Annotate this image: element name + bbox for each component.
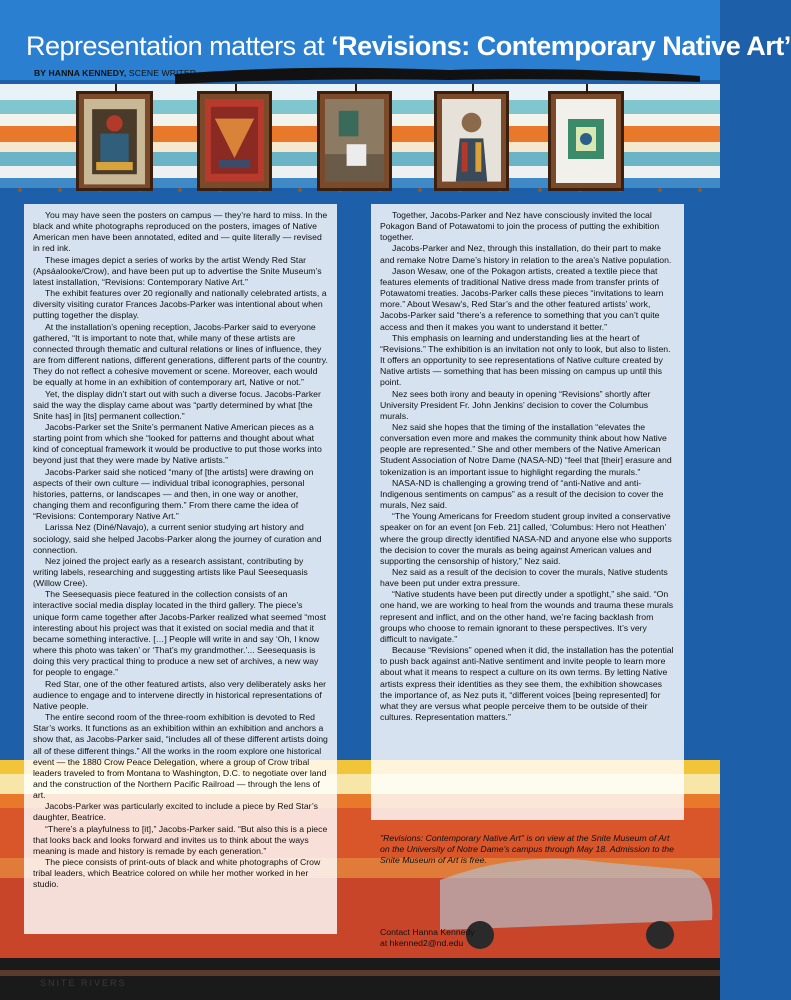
green-print-artwork	[556, 99, 616, 183]
paragraph: The piece consists of print-outs of black and white photographs of Crow tribal leaders, which Beatrice colored on while her mother worked in her studio.	[33, 857, 321, 890]
paragraph: At the installation’s opening reception, Jacobs-Parker said to everyone gathered, “It is important to note that, while many of these artists are connected through thematic and cultural relations or lines of influence, they are from different nations, different generations, different parts of the country. They do not reflect a cohesive movement or scene. Moreover, each would be equally at home in an exhibition of contemporary art, Native or not.”	[33, 321, 328, 388]
paragraph: The Seesequasis piece featured in the collection consists of an interactive social media display located in the third gallery. The piece’s unique form came together after Jacobs-Parker realized what seemed “most interesting about his project was that it existed on social media and that it became something interactive. […] People will write in and say ‘Oh, I know where this photo was taken’ or ‘That’s my grandmother.’... Seesequasis is doing this very practical thing to produce a new set of archives, a new way for people to engage.”	[33, 589, 327, 678]
article-column-right	[371, 204, 684, 820]
artwork-frame-5	[548, 91, 624, 191]
artwork-frame-3	[317, 91, 392, 191]
red-textile-artwork	[205, 99, 264, 182]
paragraph: Because “Revisions” opened when it did, the installation has the potential to push back against anti-Native sentiment and invite people to learn more about what it means to respect a culture on its own terms. By letting Native artists express their identities as they see them, the exhibition showcases the importance of, as Nez puts it, “different voices [being represented] for what they are versus what people perceive them to be outside of their cultures. Representation matters.”	[380, 645, 674, 723]
headline-exhibit-name: ‘Revisions: Contemporary Native Art’	[331, 31, 791, 61]
contact-info	[380, 927, 580, 949]
paragraph: Jason Wesaw, one of the Pokagon artists, created a textile piece that features elements of traditional Native dress made from transfer prints of Potawatomi treaties. Jacobs-Parker calls these pieces “invitations to learn more.” About Wesaw’s, Red Star’s and the other featured artists’ work, Jacobs-Parker said “there’s a reference to something that you can’t quite access and then it makes you want to understand it better.”	[380, 265, 664, 332]
paragraph: Jacobs-Parker and Nez, through this installation, do their part to make and remake Notre Dame’s history in relation to the area’s Native population.	[380, 243, 672, 265]
paragraph: “Native students have been put directly under a spotlight,” she said. “On one hand, we are working to heal from the wounds and trauma these murals represent and inflict, and on the other hand, we’re facing backlash from groups who choose to remain ignorant to these perspectives. It’s very difficult to navigate.”	[380, 589, 674, 644]
paragraph: These images depict a series of works by the artist Wendy Red Star (Apsáalooke/Crow), and have been put up to advertise the Snite Museum’s latest installation, “Revisions: Contemporary Native Art.”	[33, 254, 322, 287]
artwork-frame-1	[76, 91, 153, 191]
byline	[34, 68, 196, 78]
paragraph: Together, Jacobs-Parker and Nez have consciously invited the local Pokagon Band of Potawatomi to join the process of putting the exhibition together.	[380, 210, 660, 243]
paragraph: You may have seen the posters on campus — they’re hard to miss. In the black and white photographs reproduced on the posters, images of Native American men have been annotated, edited and — quite literally — revised in red ink.	[33, 210, 328, 254]
paragraph: The exhibit features over 20 regionally and nationally celebrated artists, a diversity visiting curator Frances Jacobs-Parker was intentional about when putting together the display.	[33, 288, 327, 321]
byline-author: BY HANNA KENNEDY,	[34, 68, 127, 78]
paragraph: The entire second room of the three-room exhibition is devoted to Red Star’s works. It functions as an exhibition within an exhibition and anchors a show that, as Jacobs-Parker said, “includes all of these different artists doing all of these different things.” All the works in the room explore one historical event — the 1880 Crow Peace Delegation, where a group of Crow tribal leaders traveled to from Montana to Washington, D.C. to negotiate over land and the construction of the Northern Pacific Railroad — through the lens of art.	[33, 712, 328, 801]
footer-artwork-text: SNITE RIVERS	[40, 978, 127, 988]
historical-portrait-artwork	[442, 99, 501, 182]
paragraph: Nez joined the project early as a research assistant, contributing by writing labels, researching and suggesting artists like Paul Seesequasis (Willow Cree).	[33, 555, 308, 589]
paragraph: “There’s a playfulness to [it],” Jacobs-Parker said. “But also this is a piece that looks back and looks forward and invites us to think about the ways meaning is made and history is remade by each generation.”	[33, 823, 328, 856]
headline	[26, 28, 791, 64]
artwork-frame-4	[434, 91, 509, 191]
exhibit-info-note: "Revisions: Contemporary Native Art" is on view at the Snite Museum of Art on the University of Notre Dame's campus through May 18. Admission to the Snite Museum of Art is free.	[380, 833, 674, 866]
contact-name: Contact Hanna Kennedy	[380, 927, 475, 937]
paragraph: Nez sees both irony and beauty in opening “Revisions” shortly after University President Fr. John Jenkins’ decision to cover the Columbus murals.	[380, 388, 651, 421]
paragraph: Nez said as a result of the decision to cover the murals, Native students have been put under extra pressure.	[380, 567, 668, 589]
contact-email: at hkenned2@nd.edu	[380, 938, 464, 949]
paragraph: Jacobs-Parker was particularly excited to include a piece by Red Star’s daughter, Beatrice.	[33, 801, 318, 823]
paragraph: Red Star, one of the other featured artists, also very deliberately asks her audience to engage and to intervene directly in historical representations of Native people.	[33, 678, 327, 711]
byline-role: SCENE WRITER	[126, 68, 197, 78]
beaded-figure-artwork	[84, 99, 145, 184]
paragraph: Jacobs-Parker set the Snite’s permanent Native American pieces as a starting point from which she “looked for patterns and thought about what kind of conceptual framework it would be productive to put those works into beyond just that they were made by Native artists.”	[33, 421, 322, 466]
paragraph: Nez said she hopes that the timing of the installation “elevates the conversation even more and makes the community think about how Native people are represented.” She and other members of the Native American Student Association of Notre Dame (NASA-ND) “feel that [their] erasure and tokenization is an important issue to highlight regarding the murals.”	[380, 421, 672, 477]
paragraph: Yet, the display didn’t start out with such a diverse focus. Jacobs-Parker said the way the display came about was “partly determined by what [the Snite has] in [its] permanent collection.”	[33, 388, 321, 421]
paragraph: NASA-ND is challenging a growing trend of “anti-Native and anti-Indigenous sentiments on campus” as a result of the decision to cover the murals, Nez said.	[380, 477, 664, 511]
gallery-installation-photo	[325, 99, 384, 182]
paragraph: Larissa Nez (Diné/Navajo), a current senior studying art history and sociology, said she helped Jacobs-Parker along the journey of curation and connection.	[33, 522, 322, 555]
paragraph: Jacobs-Parker said she noticed “many of [the artists] were drawing on aspects of their own culture — individual tribal iconographies, personal histories, patterns, or landscapes — and then, in one way or another, changing them and reconfiguring them.” From there came the idea of “Revisions: Contemporary Native Art.”	[33, 466, 314, 522]
headline-prefix: Representation matters at	[26, 31, 332, 61]
paragraph: This emphasis on learning and understanding lies at the heart of “Revisions.” The exhibition is an invitation not only to look, but also to listen. It offers an opportunity to see representations of Native culture created by Native artists — something that has been missing on campus up until this point.	[380, 332, 671, 388]
paragraph: “The Young Americans for Freedom student group invited a conservative speaker on for an event [on Feb. 21] called, ‘Columbus: Hero not Heathen’ where the group directly identified NASA-ND and anyone else who supports the decision to cover the murals as being against American values and supporting the censorship of history,” Nez said.	[380, 511, 672, 566]
article-column-left	[24, 204, 337, 934]
artwork-frame-2	[197, 91, 272, 191]
